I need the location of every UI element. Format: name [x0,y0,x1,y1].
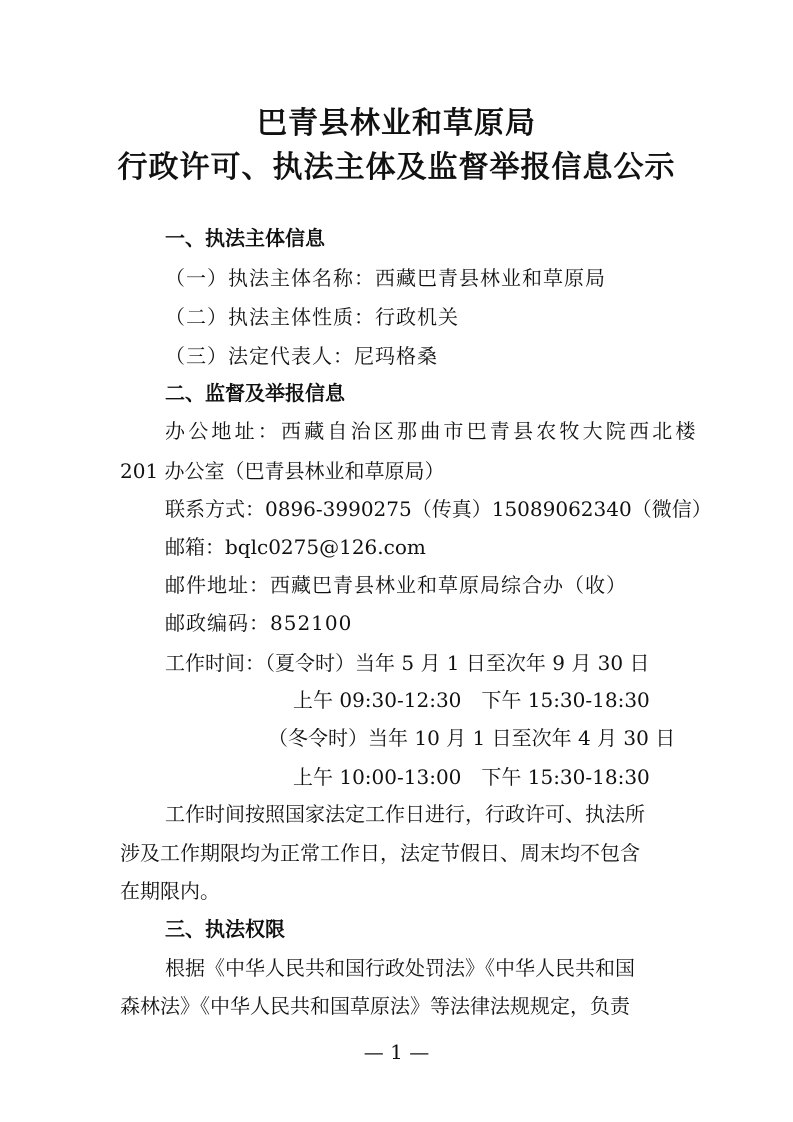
work-time-summer: 工作时间：（夏令时）当年 5 月 1 日至次年 9 月 30 日 [165,651,650,675]
title-line-1: 巴青县林业和草原局 [257,106,536,141]
postcode: 邮政编码：852100 [165,611,353,635]
title-line-2: 行政许可、执法主体及监督举报信息公示 [117,150,676,185]
page-number: — 1 — [363,1040,430,1064]
email-info: 邮箱：bqlc0275@126.com [165,535,426,559]
section-3-heading: 三、执法权限 [165,917,285,941]
work-time-summer-hours: 上午 09:30-12:30 下午 15:30-18:30 [293,688,650,712]
section-1-item-1: （一）执法主体名称：西藏巴青县林业和草原局 [165,266,606,290]
section-3-text-line-1: 根据《中华人民共和国行政处罚法》《中华人民共和国 [165,956,635,980]
mail-address: 邮件地址：西藏巴青县林业和草原局综合办（收） [165,573,627,597]
section-1-heading: 一、执法主体信息 [165,226,325,250]
section-2-heading: 二、监督及举报信息 [165,381,345,405]
work-time-winter-hours: 上午 10:00-13:00 下午 15:30-18:30 [293,765,650,789]
note-line-2: 涉及工作期限均为正常工作日，法定节假日、周末均不包含 [120,841,640,865]
note-line-3: 在期限内。 [120,879,220,903]
section-3-text-line-2: 森林法》《中华人民共和国草原法》等法律法规规定，负责 [120,994,630,1018]
contact-info: 联系方式：0896-3990275（传真）15089062340（微信） [165,497,712,521]
office-address-line-2: 201 办公室（巴青县林业和草原局） [120,459,445,483]
section-1-item-3: （三）法定代表人：尼玛格桑 [165,344,438,368]
note-line-1: 工作时间按照国家法定工作日进行，行政许可、执法所 [165,802,645,826]
office-address-line-1: 办公地址：西藏自治区那曲市巴青县农牧大院西北楼 [165,419,699,443]
section-1-item-2: （二）执法主体性质：行政机关 [165,305,459,329]
work-time-winter: （冬令时）当年 10 月 1 日至次年 4 月 30 日 [268,726,676,750]
